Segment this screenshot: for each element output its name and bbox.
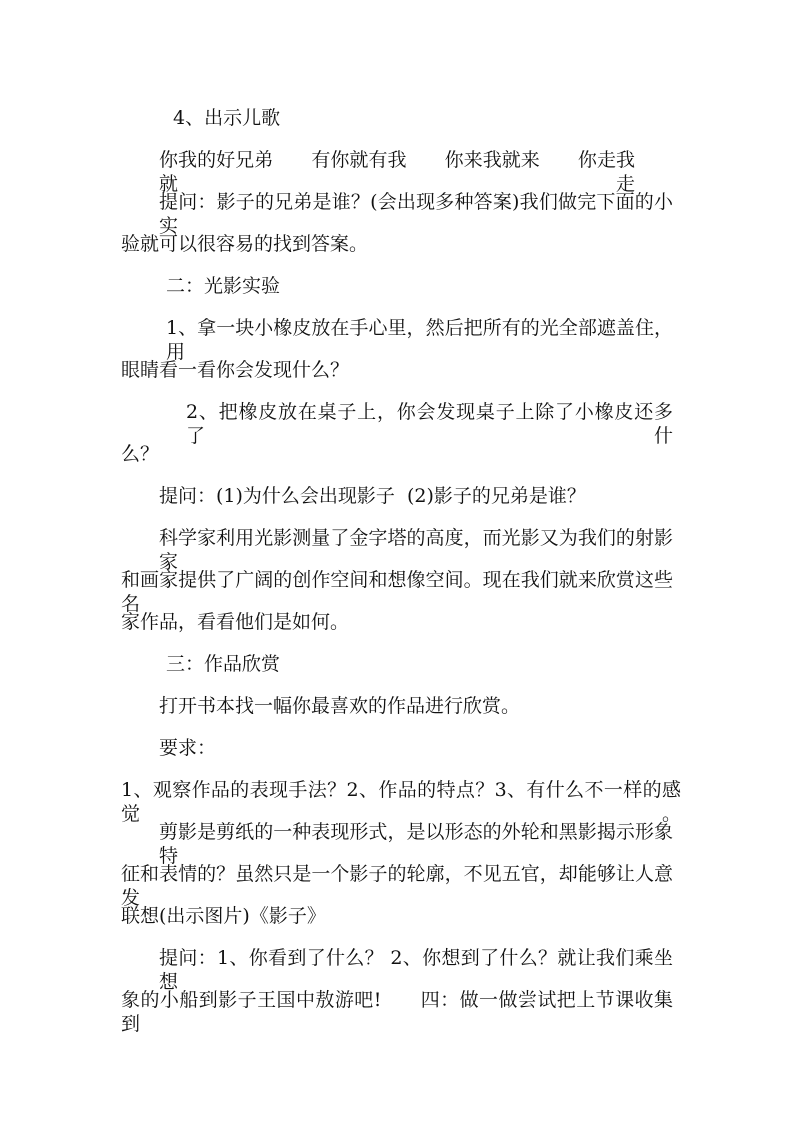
paragraph-line: 2、把橡皮放在桌子上，你会发现桌子上除了小橡皮还多了什 bbox=[186, 401, 673, 447]
paragraph-line: 剪影是剪纸的一种表现形式，是以形态的外轮和黑影揭示形象特 bbox=[159, 821, 673, 867]
paragraph-line: 眼睛看一看你会发现什么？ bbox=[121, 359, 350, 381]
requirements-list: 1、观察作品的表现手法？2、作品的特点？3、有什么不一样的感觉。 bbox=[121, 779, 681, 825]
section-heading-light-shadow-experiment: 二：光影实验 bbox=[166, 275, 281, 297]
requirements-label: 要求： bbox=[159, 737, 217, 759]
paragraph-line: 征和表情的？虽然只是一个影子的轮廓，不见五官，却能够让人意发 bbox=[121, 863, 673, 909]
paragraph-line: 么？ bbox=[121, 443, 160, 465]
heading-show-rhyme: 4、出示儿歌 bbox=[173, 107, 281, 129]
paragraph-line: 提问：影子的兄弟是谁？(会出现多种答案)我们做完下面的小实 bbox=[159, 191, 673, 237]
paragraph-line: 家作品，看看他们是如何。 bbox=[121, 611, 350, 633]
rhyme-text: 你我的好兄弟 有你就有我 你来我就来 你走我就走 bbox=[159, 149, 635, 195]
paragraph-line: 联想(出示图片)《影子》 bbox=[121, 905, 326, 927]
paragraph-line: 象的小船到影子王国中敖游吧! 四：做一做尝试把上节课收集到 bbox=[121, 989, 673, 1035]
paragraph-line: 科学家利用光影测量了金字塔的高度，而光影又为我们的射影家 bbox=[159, 527, 673, 573]
paragraph-line: 提问：1、你看到了什么？ 2、你想到了什么？就让我们乘坐想 bbox=[159, 947, 673, 993]
paragraph-line: 1、拿一块小橡皮放在手心里，然后把所有的光全部遮盖住，用 bbox=[166, 317, 673, 363]
paragraph-line: 验就可以很容易的找到答案。 bbox=[121, 233, 369, 255]
paragraph-line: 打开书本找一幅你最喜欢的作品进行欣赏。 bbox=[159, 695, 521, 717]
section-heading-work-appreciation: 三：作品欣赏 bbox=[166, 653, 281, 675]
paragraph-line: 和画家提供了广阔的创作空间和想像空间。现在我们就来欣赏这些名 bbox=[121, 569, 673, 615]
paragraph-line: 提问：(1)为什么会出现影子 (2)影子的兄弟是谁？ bbox=[159, 485, 586, 507]
